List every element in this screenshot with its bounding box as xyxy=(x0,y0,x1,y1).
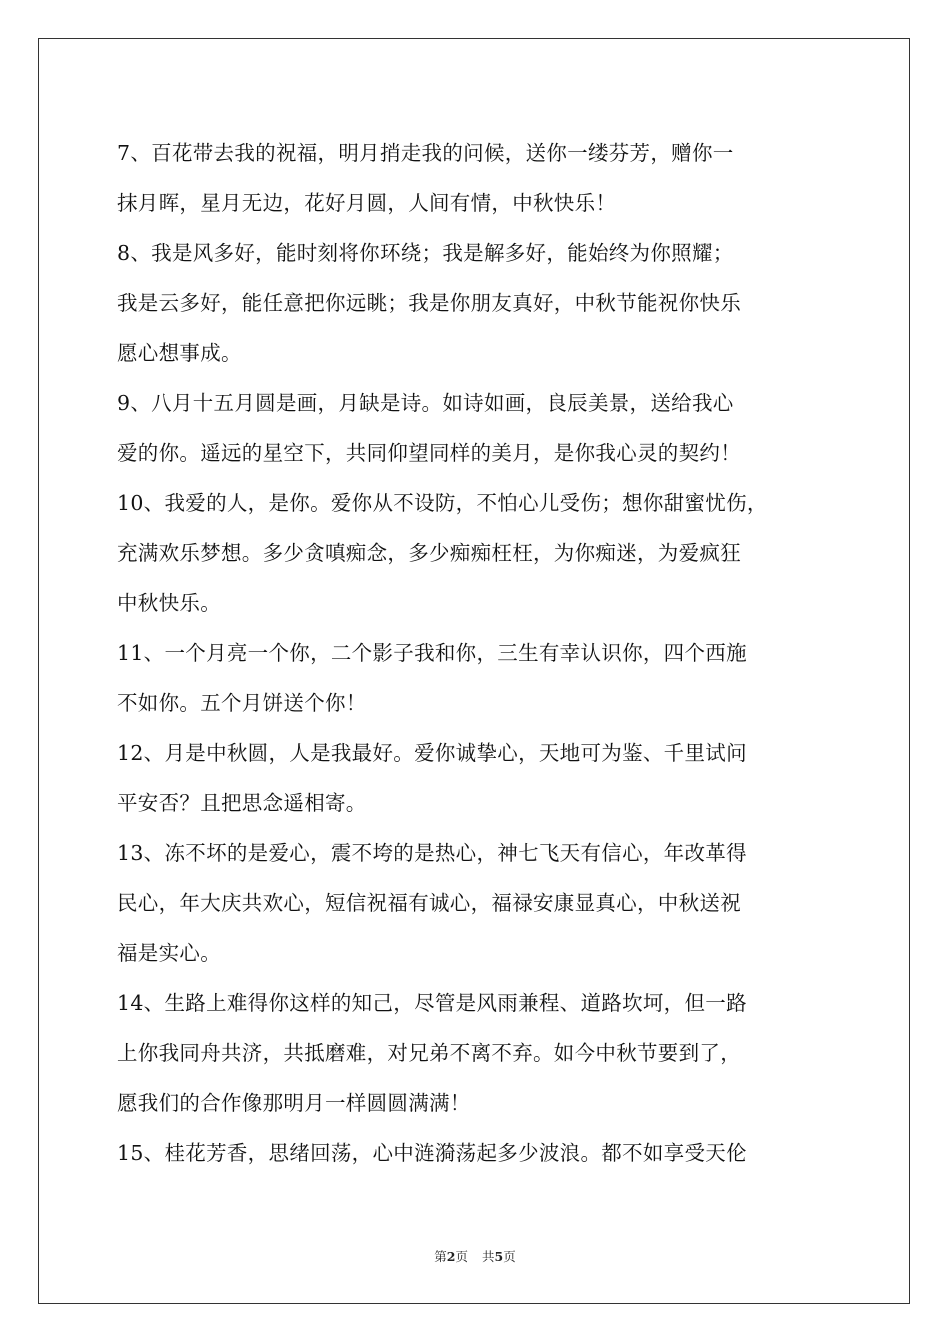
text-line: 10、我爱的人，是你。爱你从不设防，不怕心儿受伤；想你甜蜜忧伤， xyxy=(117,491,768,515)
text-line: 我是云多好，能任意把你远眺；我是你朋友真好，中秋节能祝你快乐 xyxy=(117,291,741,315)
paragraph-10 xyxy=(117,478,857,628)
text-line: 福是实心。 xyxy=(117,941,221,965)
text-line: 抹月晖，星月无边，花好月圆，人间有情，中秋快乐！ xyxy=(117,191,617,215)
text-line: 14、生路上难得你这样的知己，尽管是风雨兼程、道路坎坷，但一路 xyxy=(117,991,747,1015)
paragraph-13 xyxy=(117,828,857,978)
paragraph-9 xyxy=(117,378,857,478)
text-line: 民心，年大庆共欢心，短信祝福有诚心，福禄安康显真心，中秋送祝 xyxy=(117,891,741,915)
paragraph-15 xyxy=(117,1128,857,1178)
paragraph-8 xyxy=(117,228,857,378)
page-suffix: 页 xyxy=(455,1249,468,1264)
paragraph-7 xyxy=(117,128,857,228)
text-line: 13、冻不坏的是爱心，震不垮的是热心，神七飞天有信心，年改革得 xyxy=(117,841,747,865)
text-line: 充满欢乐梦想。多少贪嗔痴念，多少痴痴枉枉，为你痴迷，为爱疯狂 xyxy=(117,541,741,565)
total-suffix: 页 xyxy=(503,1249,516,1264)
total-page-count: 5 xyxy=(494,1249,504,1264)
paragraph-14 xyxy=(117,978,857,1128)
paragraph-12 xyxy=(117,728,857,828)
text-line: 平安否？且把思念遥相寄。 xyxy=(117,791,367,815)
text-line: 爱的你。遥远的星空下，共同仰望同样的美月，是你我心灵的契约！ xyxy=(117,441,741,465)
text-line: 不如你。五个月饼送个你！ xyxy=(117,691,367,715)
text-line: 7、百花带去我的祝福，明月捎走我的问候，送你一缕芬芳，赠你一 xyxy=(117,141,734,165)
paragraph-11 xyxy=(117,628,857,728)
page-prefix: 第 xyxy=(434,1249,447,1264)
current-page-number: 2 xyxy=(446,1249,456,1264)
text-line: 12、月是中秋圆，人是我最好。爱你诚挚心，天地可为鉴、千里试问 xyxy=(117,741,747,765)
text-line: 中秋快乐。 xyxy=(117,591,221,615)
text-line: 上你我同舟共济，共抵磨难，对兄弟不离不弃。如今中秋节要到了， xyxy=(117,1041,741,1065)
text-line: 11、一个月亮一个你，二个影子我和你，三生有幸认识你，四个西施 xyxy=(117,641,747,665)
text-line: 15、桂花芳香，思绪回荡，心中涟漪荡起多少波浪。都不如享受天伦 xyxy=(117,1141,747,1165)
text-line: 愿心想事成。 xyxy=(117,341,242,365)
page-footer xyxy=(0,1247,950,1265)
text-line: 8、我是风多好，能时刻将你环绕；我是解多好，能始终为你照耀； xyxy=(117,241,734,265)
total-prefix: 共 xyxy=(482,1249,495,1264)
document-body xyxy=(117,128,857,1178)
text-line: 愿我们的合作像那明月一样圆圆满满！ xyxy=(117,1091,471,1115)
text-line: 9、八月十五月圆是画，月缺是诗。如诗如画，良辰美景，送给我心 xyxy=(117,391,734,415)
